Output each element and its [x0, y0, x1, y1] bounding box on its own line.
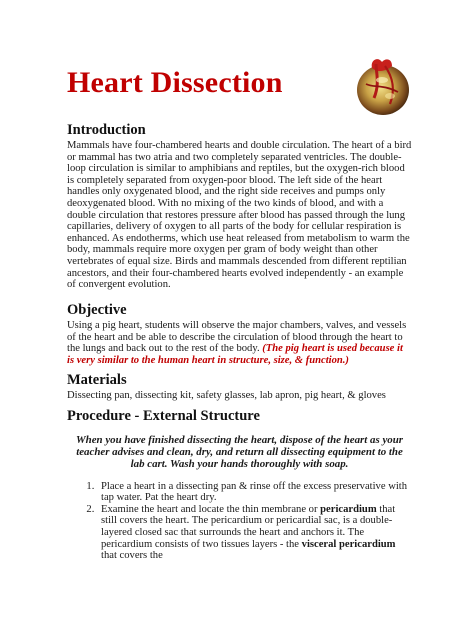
- introduction-text: Mammals have four-chambered hearts and double circulation. The heart of a bird or mammal has two atria and two completely separated ventricles. The double-loop circulation is similar to amphibians and reptiles, but the oxygen-rich blood is completely separated from oxygen-poor blood. The left side of the heart handles only oxygenated blood, and the right side receives and pumps only deoxygenated blood. With no mixing of the two kinds of blood, and with a double circulation that restores pressure after blood has passed through the lung capillaries, delivery of oxygen to all parts of the body for cellular respiration is enhanced. As endotherms, which use heat released from metabolism to warm the body, mammals require more oxygen per gram of body weight than other vertebrates of equal size. Birds and mammals descended from different reptilian ancestors, and their four-chambered hearts evolved independently - an example of convergent evolution.: [67, 140, 412, 291]
- procedure-notice: When you have finished dissecting the heart, dispose of the heart as your teacher advises and clean, dry, and return all dissecting equipment to the lab cart. Wash your hands thoroughly with soap.: [75, 434, 404, 471]
- step2-text-e: that covers the: [101, 550, 163, 562]
- materials-section: [67, 372, 412, 402]
- objective-heading: Objective: [67, 302, 127, 318]
- visceral-pericardium-term: visceral pericardium: [301, 538, 396, 550]
- objective-body: Using a pig heart, students will observe the major chambers, valves, and vessels of the heart and be able to describe the circulation of blood through the heart to the lungs and back out to the rest of the body.: [67, 320, 407, 355]
- introduction-heading: Introduction: [67, 122, 146, 138]
- step2-text-c: that still covers the heart. The pericardium or pericardial sac, is a double-layered closed sac that surrounds the heart and anchors it. The pericardium consists of two tissues layers - the: [101, 503, 396, 550]
- procedure-step-2: [97, 504, 412, 562]
- heart-specimen-image: [352, 54, 414, 118]
- objective-note: (The pig heart is used because it is very similar to the human heart in structure, size, & function.): [67, 343, 403, 366]
- pericardium-term: pericardium: [320, 503, 377, 515]
- objective-text: [67, 320, 412, 366]
- introduction-section: [67, 122, 412, 291]
- objective-section: [67, 302, 412, 366]
- procedure-step-1: 1. Place a heart in a dissecting pan & rinse off the excess preservative with tap water. Pat the heart dry.: [97, 481, 412, 504]
- step2-text-a: Examine the heart and locate the thin membrane or: [101, 503, 321, 515]
- procedure-heading: Procedure - External Structure: [67, 408, 260, 424]
- materials-text: Dissecting pan, dissecting kit, safety glasses, lab apron, pig heart, & gloves: [67, 390, 386, 401]
- procedure-section: [67, 408, 412, 562]
- materials-heading: Materials: [67, 372, 127, 388]
- page-title: Heart Dissection: [67, 66, 283, 99]
- procedure-steps: [67, 481, 412, 562]
